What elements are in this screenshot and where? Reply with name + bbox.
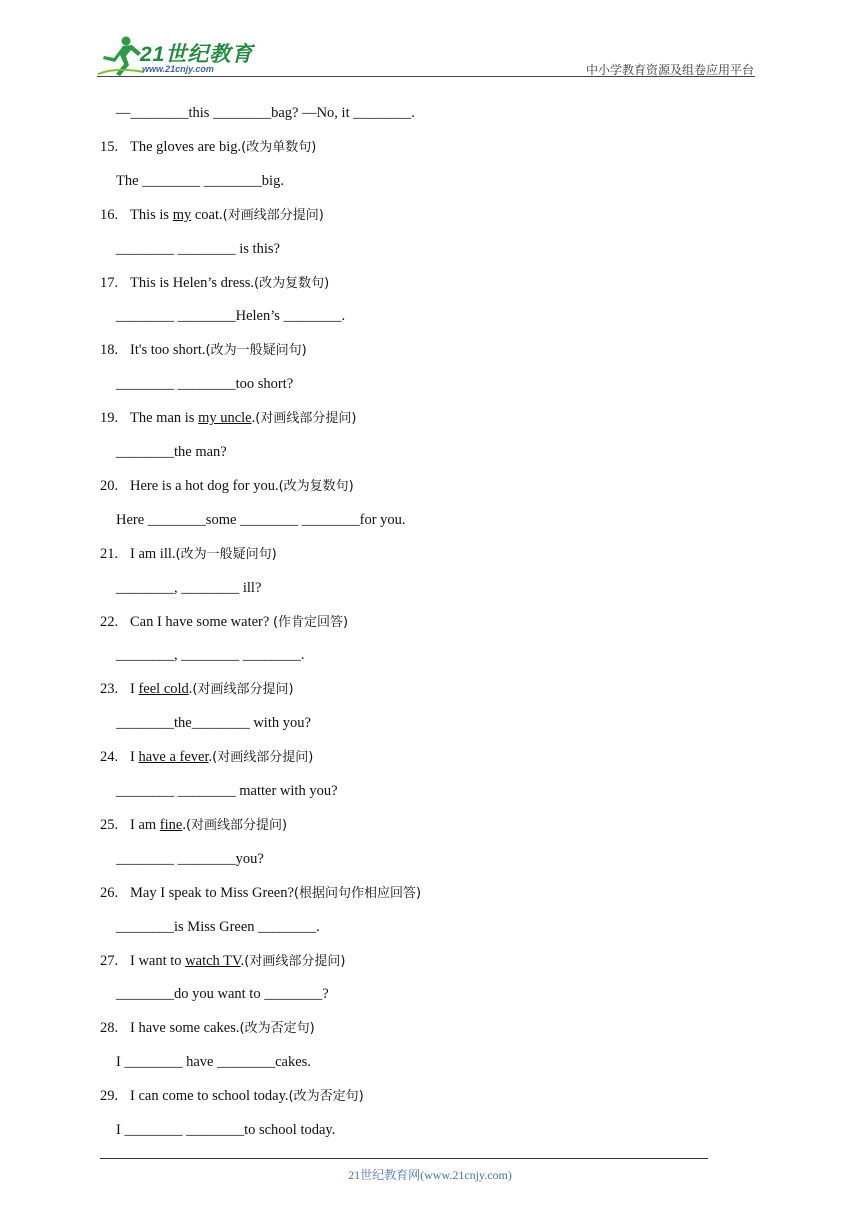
underlined-phrase: have a fever	[138, 749, 209, 766]
answer-line: ________, ________ ill?	[116, 579, 262, 596]
question-line	[100, 952, 345, 971]
question-line	[100, 545, 277, 564]
question-number: 27.	[100, 952, 119, 969]
answer-line: ________the man?	[116, 444, 227, 460]
question-text-end: .	[188, 681, 193, 698]
question-number: 19.	[100, 410, 119, 427]
instruction-text: (改为一般疑问句)	[205, 343, 307, 359]
question-text-end: .	[208, 749, 213, 766]
question-text: Can I have some water?	[130, 613, 273, 630]
answer-line: ________the________ with you?	[116, 715, 311, 732]
answer-line: Here ________some ________ ________for you.	[116, 511, 406, 528]
question-line	[100, 1019, 315, 1038]
answer-line: The ________ ________big.	[116, 172, 284, 189]
question-number: 26.	[100, 884, 119, 901]
instruction-text: (对画线部分提问)	[244, 953, 346, 969]
question-text: I	[130, 749, 139, 766]
question-line	[100, 884, 421, 903]
question-text-end: .	[251, 410, 256, 427]
logo-url: www.21cnjy.com	[142, 64, 214, 74]
answer-line: ________is Miss Green ________.	[116, 918, 320, 935]
answer-line: ________ ________ matter with you?	[116, 783, 338, 799]
question-number: 18.	[100, 342, 119, 359]
question-line	[100, 1087, 364, 1106]
question-line	[100, 409, 356, 428]
header-platform-text: 中小学教育资源及组卷应用平台	[585, 63, 754, 77]
question-number: 15.	[100, 138, 119, 155]
question-text-end: coat.	[191, 206, 223, 223]
instruction-text: (改为一般疑问句)	[175, 546, 277, 562]
question-number: 23.	[100, 681, 119, 698]
question-number: 24.	[100, 749, 119, 766]
question-line	[100, 748, 313, 767]
instruction-text: (对画线部分提问)	[222, 207, 324, 223]
question-line	[100, 274, 329, 293]
question-text: The man is	[130, 410, 199, 427]
question-text: I am ill.	[130, 545, 176, 562]
question-number: 21.	[100, 545, 119, 562]
question-number: 22.	[100, 613, 119, 630]
instruction-text: (改为复数句)	[278, 478, 354, 494]
answer-line: ________ ________Helen’s ________.	[116, 308, 346, 325]
header-divider	[97, 76, 755, 77]
instruction-text: (对画线部分提问)	[255, 411, 357, 427]
question-text-end: .	[240, 952, 245, 969]
instruction-text: (对画线部分提问)	[185, 817, 288, 833]
answer-line: I ________ ________to school today.	[116, 1122, 336, 1138]
underlined-phrase: watch TV	[185, 952, 241, 969]
instruction-text: (对画线部分提问)	[212, 750, 314, 766]
answer-line: —________this ________bag? —No, it ________.	[116, 105, 415, 121]
question-text: I am	[130, 816, 160, 833]
question-text: This is	[130, 206, 173, 223]
question-number: 17.	[100, 274, 119, 291]
answer-line: I ________ have ________cakes.	[116, 1054, 311, 1071]
instruction-text: (改为复数句)	[254, 275, 330, 291]
answer-line: ________ ________ is this?	[116, 240, 280, 257]
question-line	[100, 816, 287, 835]
answer-line: ________do you want to ________?	[116, 986, 329, 1003]
question-text: I want to	[130, 952, 186, 969]
footer-text: 21世纪教育网(www.21cnjy.com)	[348, 1168, 512, 1182]
instruction-text: (改为单数句)	[241, 139, 317, 155]
answer-line: ________ ________you?	[116, 850, 264, 867]
logo-text: 21世纪教育	[140, 43, 254, 66]
question-number: 16.	[100, 206, 119, 223]
instruction-text: (对画线部分提问)	[192, 682, 294, 698]
instruction-text: (根据问句作相应回答)	[293, 885, 422, 901]
question-number: 28.	[100, 1020, 119, 1037]
page-header	[0, 0, 860, 80]
question-line	[100, 206, 324, 225]
instruction-text: (作肯定回答)	[272, 614, 349, 630]
instruction-text: (改为否定句)	[239, 1021, 315, 1037]
question-text: May I speak to Miss Green?	[130, 884, 294, 901]
question-text: I can come to school today.	[130, 1088, 289, 1105]
underlined-phrase: my uncle	[198, 410, 252, 427]
underlined-phrase: feel cold	[138, 681, 189, 698]
question-line	[100, 613, 348, 632]
underlined-phrase: my	[172, 206, 192, 223]
question-number: 20.	[100, 477, 119, 494]
question-text: I have some cakes.	[130, 1020, 240, 1037]
footer-divider	[100, 1158, 708, 1159]
question-text: It's too short.	[130, 342, 206, 359]
answer-line: ________, ________ ________.	[116, 647, 305, 664]
site-logo	[96, 34, 266, 78]
underlined-phrase: fine	[159, 816, 183, 833]
runner-icon	[96, 34, 146, 78]
question-number: 29.	[100, 1088, 119, 1105]
question-line	[100, 138, 316, 157]
question-line	[100, 477, 354, 496]
instruction-text: (改为否定句)	[288, 1089, 364, 1105]
question-line	[100, 680, 294, 699]
question-line	[100, 341, 307, 360]
question-text: Here is a hot dog for you.	[130, 477, 279, 494]
question-text: The gloves are big.	[130, 138, 242, 155]
question-text: I	[130, 681, 139, 698]
question-text-end: .	[182, 816, 186, 833]
question-number: 25.	[100, 816, 119, 833]
answer-line: ________ ________too short?	[116, 376, 294, 393]
question-text: This is Helen’s dress.	[130, 274, 255, 291]
